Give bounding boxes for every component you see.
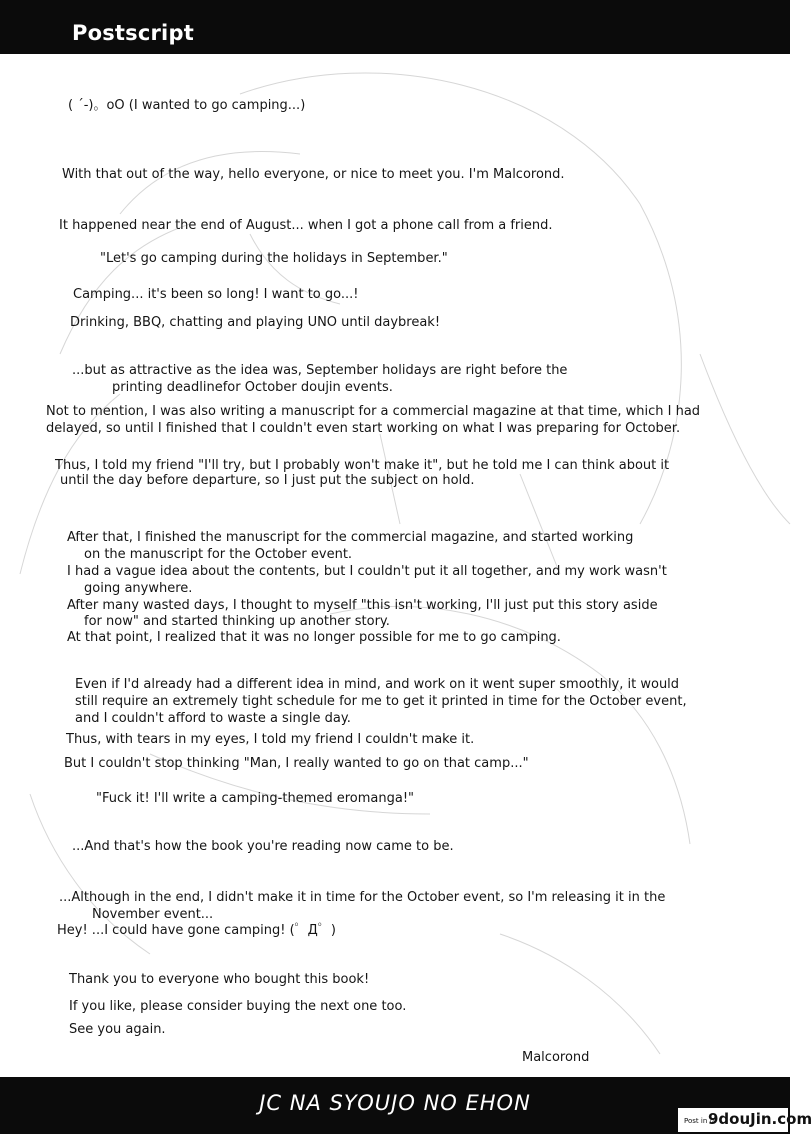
text-line: Not to mention, I was also writing a manuscript for a commercial magazine at that time, which I had — [46, 404, 701, 419]
text-line: and I couldn't afford to waste a single day. — [75, 711, 351, 726]
footer-bar — [0, 1077, 812, 1134]
credit-prefix: Post in // — [684, 1117, 715, 1125]
text-line: Thank you to everyone who bought this book! — [69, 972, 370, 987]
text-line: delayed, so until I finished that I couldn't even start working on what I was preparing for October. — [46, 421, 681, 436]
text-line: on the manuscript for the October event. — [84, 547, 353, 562]
text-line: still require an extremely tight schedule for me to get it printed in time for the October event, — [75, 694, 687, 709]
text-line: ( ´-)。oO (I wanted to go camping...) — [68, 98, 306, 113]
text-line: ...And that's how the book you're reading now came to be. — [72, 839, 454, 854]
text-line: Hey! ...I could have gone camping! (゜Д゜) — [57, 923, 336, 938]
text-line: ...Although in the end, I didn't make it in time for the October event, so I'm releasing it in the — [59, 890, 666, 905]
text-line: Thus, I told my friend "I'll try, but I probably won't make it", but he told me I can think about it — [55, 458, 670, 473]
text-line: If you like, please consider buying the next one too. — [69, 999, 407, 1014]
text-line: But I couldn't stop thinking "Man, I really wanted to go on that camp..." — [64, 756, 529, 771]
author-signature: Malcorond — [522, 1050, 590, 1065]
book-title: JC NA SYOUJO NO EHON — [259, 1091, 531, 1115]
credit-site: 9douJin.com — [708, 1110, 812, 1128]
page-title: Postscript — [72, 21, 194, 45]
text-line: I had a vague idea about the contents, but I couldn't put it all together, and my work wasn't — [67, 564, 667, 579]
text-line: November event... — [92, 907, 214, 922]
text-line: Drinking, BBQ, chatting and playing UNO until daybreak! — [70, 315, 441, 330]
header-bar — [0, 0, 790, 54]
text-line: "Let's go camping during the holidays in September." — [100, 251, 448, 266]
text-line: It happened near the end of August... when I got a phone call from a friend. — [59, 218, 553, 233]
text-line: Even if I'd already had a different idea in mind, and work on it went super smoothly, it would — [75, 677, 680, 692]
text-line: for now" and started thinking up another story. — [84, 614, 390, 629]
text-line: going anywhere. — [84, 581, 193, 596]
text-line: until the day before departure, so I just put the subject on hold. — [60, 473, 475, 488]
text-line: "Fuck it! I'll write a camping-themed eromanga!" — [96, 791, 415, 806]
text-line: With that out of the way, hello everyone, or nice to meet you. I'm Malcorond. — [62, 167, 565, 182]
text-line: See you again. — [69, 1022, 166, 1037]
text-line: After that, I finished the manuscript for the commercial magazine, and started working — [67, 530, 634, 545]
site-credit — [678, 1108, 812, 1132]
text-line: After many wasted days, I thought to myself "this isn't working, I'll just put this story aside — [67, 598, 658, 613]
text-line: printing deadlinefor October doujin events. — [112, 380, 393, 395]
text-line: Camping... it's been so long! I want to go...! — [73, 287, 359, 302]
text-line: Thus, with tears in my eyes, I told my friend I couldn't make it. — [66, 732, 475, 747]
text-line: At that point, I realized that it was no longer possible for me to go camping. — [67, 630, 561, 645]
text-line: ...but as attractive as the idea was, September holidays are right before the — [72, 363, 568, 378]
